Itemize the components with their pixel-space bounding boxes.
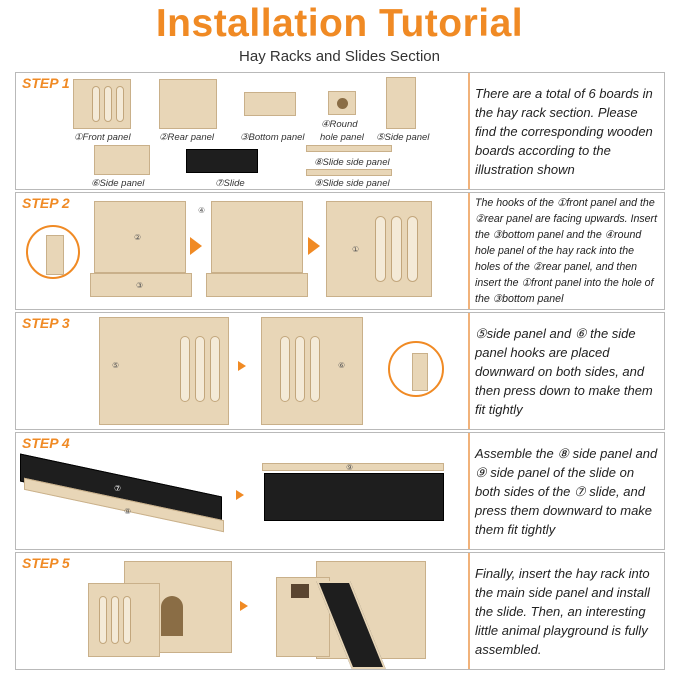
arrow-icon [236,490,244,500]
part-number-1: ① [352,245,360,254]
part-number-8: ⑧ [124,507,132,516]
side-panel-5-board [386,77,416,129]
step-4-label: STEP 4 [22,435,70,451]
slide-assembled [264,473,444,521]
front-panel-installed [326,201,432,297]
part-number-9: ⑨ [346,463,354,472]
step-1-panel [15,72,665,190]
front-panel-board [73,79,131,129]
step-4-panel [15,432,665,550]
step-2-panel [15,192,665,310]
step-1-label: STEP 1 [22,75,70,91]
step-1-text: There are a total of 6 boards in the hay rack section. Please find the corresponding wooden boards according to the illustration shown [468,73,666,189]
caption-round-hole-2: hole panel [320,132,364,143]
caption-rear-panel: ②Rear panel [159,132,214,143]
round-hole-panel-board [328,91,356,115]
step-5-illustration [16,553,468,669]
step-3-panel [15,312,665,430]
caption-side-panel-6: ⑥Side panel [91,178,145,189]
arrow-icon [308,237,320,255]
step-2-text: The hooks of the ①front panel and the ②rear panel are facing upwards. Insert the ③bottom panel and the ④round hole panel of the hay rack into the holes of the ②rear panel, and then insert the ①front panel into the hole of the ③bottom panel [468,193,666,309]
part-number-6: ⑥ [338,361,346,370]
page-subtitle: Hay Racks and Slides Section [239,48,440,65]
arrow-icon [240,601,248,611]
slide-board [186,149,258,173]
slide-side-panel-9-board [306,169,392,176]
assembled-base-1 [206,273,308,297]
part-number-2: ② [134,233,142,242]
caption-slide-side-9: ⑨Slide side panel [314,178,390,189]
caption-slide: ⑦Slide [215,178,245,189]
step-4-text: Assemble the ⑧ side panel and ⑨ side panel of the slide on both sides of the ⑦ slide, and press them downward to make them fit tightly [468,433,666,549]
hay-rack-front [88,583,160,657]
slide-side-panel-8-board [306,145,392,152]
bottom-panel-board [244,92,296,116]
step-3-illustration [16,313,468,429]
arrow-icon [238,361,246,371]
rack-assembly-side-5 [99,317,229,425]
part-number-3: ③ [136,281,144,290]
step-5-panel [15,552,665,670]
part-number-5: ⑤ [112,361,120,370]
step-3-label: STEP 3 [22,315,70,331]
hook-detail-circle [388,341,444,397]
rack-assembly-side-6 [261,317,363,425]
step-2-label: STEP 2 [22,195,70,211]
hook-detail-circle [26,225,80,279]
arrow-icon [190,237,202,255]
caption-front-panel: ①Front panel [74,132,131,143]
caption-round-hole-1: ④Round [321,119,358,130]
caption-slide-side-8: ⑧Slide side panel [314,157,390,168]
step-5-label: STEP 5 [22,555,70,571]
part-number-4: ④ [198,206,206,215]
assembled-back-1 [211,201,303,273]
caption-bottom-panel: ③Bottom panel [240,132,305,143]
step-4-illustration [16,433,468,549]
rear-panel-board [159,79,217,129]
page-title: Installation Tutorial [155,2,524,45]
step-1-illustration [16,73,468,189]
part-number-7: ⑦ [114,484,122,493]
side-panel-6-board [94,145,150,175]
step-2-illustration [16,193,468,309]
caption-side-panel-5: ⑤Side panel [376,132,430,143]
step-5-text: Finally, insert the hay rack into the main side panel and install the slide. Then, an interesting little animal playground is fully assembled. [468,553,666,669]
step-3-text: ⑤side panel and ⑥ the side panel hooks are placed downward on both sides, and then press down to make them fit tightly [468,313,666,429]
